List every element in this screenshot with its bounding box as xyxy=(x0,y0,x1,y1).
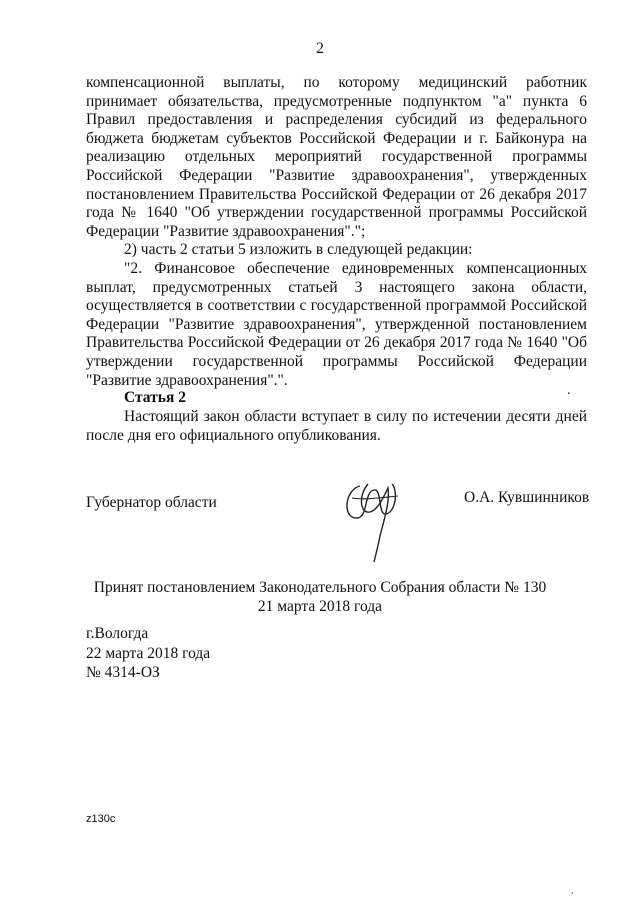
signing-date: 22 марта 2018 года xyxy=(86,644,211,662)
handwritten-signature xyxy=(338,476,408,566)
page-number: 2 xyxy=(316,40,324,57)
stray-mark: . xyxy=(567,383,571,398)
corner-mark: , xyxy=(571,885,574,896)
paragraph-item-2: 2) часть 2 статьи 5 изложить в следующей редакции: xyxy=(124,241,473,259)
article-title: Статья 2 xyxy=(124,389,186,406)
paragraph-quoted-part-2: "2. Финансовое обеспечение единовременных компенсационных выплат, предусмотренных статьей 3 настоящего закона области, осуществляется в соответствии с государственной программой Российской Федерации "Развитие здравоохранения", утвержденной постановлением Правительства Российской Федерации от 26 декабря 2017 года № 1640 "Об утверждении государственной программы Российской Федерации "Развитие здравоохранения".". xyxy=(86,259,587,389)
adoption-line: Принят постановлением Законодательного Собрания области № 130 xyxy=(93,579,547,596)
document-code: z130c xyxy=(86,813,116,825)
governor-title: Губернатор области xyxy=(86,494,217,511)
amendment-text xyxy=(86,74,587,390)
article-text: Настоящий закон области вступает в силу по истечении десяти дней после дня его официального опубликования. xyxy=(86,408,587,444)
place-date-block xyxy=(86,624,210,683)
adoption-note xyxy=(0,578,640,616)
paragraph-continuation: компенсационной выплаты, по которому медицинский работник принимает обязательства, предусмотренные подпунктом "а" пункта 6 Правил предоставления и распределения субсидий из федерального бюджета бюджетам субъектов Российской Федерации и г. Байконура на реализацию отдельных мероприятий государственной программы Российской Федерации "Развитие здравоохранения", утвержденных постановлением Правительства Российской Федерации от 26 декабря 2017 года № 1640 "Об утверждении государственной программы Российской Федерации "Развитие здравоохранения"."; xyxy=(86,74,587,240)
adoption-date: 21 марта 2018 года xyxy=(257,598,383,615)
article-2 xyxy=(86,388,587,445)
city: г.Вологда xyxy=(86,625,149,642)
law-number: № 4314-ОЗ xyxy=(86,664,160,681)
governor-name: О.А. Кувшинников xyxy=(464,489,590,506)
